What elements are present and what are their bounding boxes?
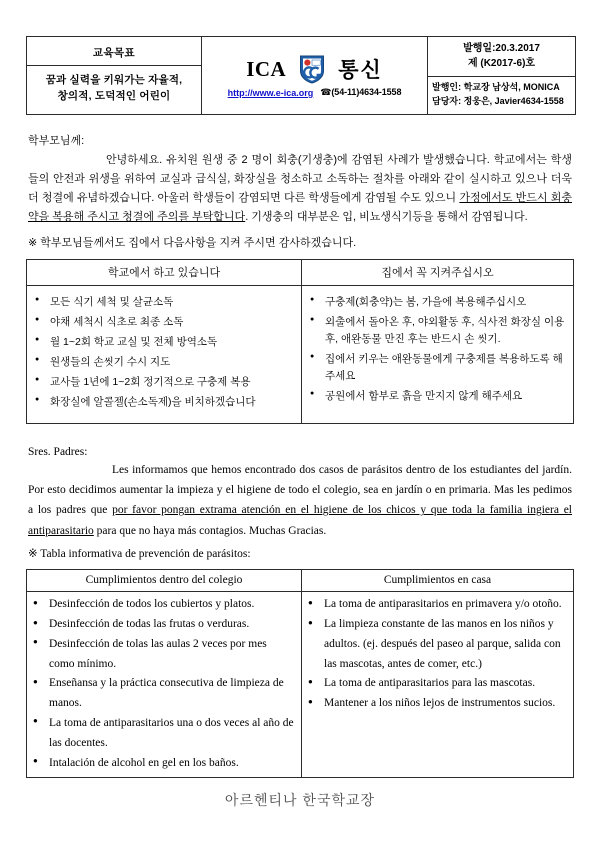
spanish-salutation: Sres. Padres: [28,445,88,458]
logo-row [202,52,427,86]
list-item: ● 공원에서 함부로 흙을 만지지 않게 해주세요 [308,388,567,405]
korean-note: ※ 학부모님들께서도 집에서 다음사항을 지켜 주시면 감사하겠습니다. [28,236,357,249]
korean-paragraph-tail: . 기생충의 대부분은 입, 비뇨생식기등을 통해서 감염됩니다. [245,210,528,223]
education-goal-title: 교육목표 [92,46,136,59]
masthead [26,36,576,115]
list-item: ● 원생들의 손씻기 수시 지도 [33,354,295,371]
spanish-paragraph-emphasis: por favor pongan extrama atención en el higiene de los chicos y que toda la familia ingiera el antiparasitario [28,504,572,537]
ica-wordmark: ICA [246,56,287,81]
school-website-link[interactable]: http://www.e-ica.org [227,87,314,98]
contact-person: 담당자: 정웅은, Javier4634-1558 [432,95,564,106]
korean-table-header-home: 집에서 꼭 지켜주십시오 [302,259,574,285]
korean-school-measures-list [33,294,295,411]
spanish-table-cell-school [27,592,302,778]
school-phone: ☎(54-11)4634-1558 [320,87,402,98]
table-header-row [27,259,574,285]
list-item: ● Desinfección de tolas las aulas 2 veces por mes como mínimo. [31,635,295,675]
newsletter-title: 통신 [338,59,383,83]
masthead-contact-row [202,87,427,98]
issue-info [428,37,575,76]
spanish-home-measures-list [306,595,567,714]
list-item: ● Intalación de alcohol en gel en los baños. [31,754,295,774]
spanish-table-header-school: Cumplimientos dentro del colegio [27,570,302,592]
spanish-table-header-home: Cumplimientos en casa [302,570,574,592]
korean-paragraph-emphasis: 가정에서도 반드시 회충약을 복용해 주시고 청결에 주의를 부탁합니다 [28,191,572,223]
list-item: ● La toma de antiparasitarios una o dos veces al año de las docentes. [31,714,295,754]
list-item: ● 구충제(회충약)는 봄, 가을에 복용해주십시오 [308,294,567,311]
education-goal-text [27,66,201,112]
spanish-school-measures-list [31,595,295,773]
spanish-section [26,446,574,561]
table-row [27,592,574,778]
education-goal-line1: 꿈과 실력을 키워가는 자율적, [45,73,183,86]
spanish-prevention-table [26,569,574,778]
list-item: ● La toma de antiparasitarios en primavera y/o otoño. [306,595,567,615]
list-item: ● 화장실에 알콜젤(손소독제)을 비치하겠습니다 [33,394,295,411]
issue-info-cell [428,37,576,115]
issue-number: 제 (K2017-6)호 [467,58,536,69]
korean-table-header-school: 학교에서 하고 있습니다 [27,259,302,285]
list-item: ● 외출에서 돌아온 후, 야외활동 후, 식사전 화장실 이용 후, 애완동물 만진 후는 반드시 손 씻기. [308,314,567,348]
list-item: ● 집에서 키우는 애완동물에게 구충제를 복용하도록 해주세요 [308,351,567,385]
education-goal-line2: 창의적, 도덕적인 어린이 [57,89,171,102]
table-header-row [27,570,574,592]
list-item: ● Enseñansa y la práctica consecutiva de limpieza de manos. [31,674,295,714]
issue-date: 발행일:20.3.2017 [463,43,540,54]
korean-home-measures-list [308,294,567,405]
table-row [27,285,574,423]
korean-paragraph [28,151,572,227]
spanish-paragraph-text: Les informamos que hemos encontrado dos casos de parásitos dentro de los estudiantes del jardín. Por esto decidimos aumentar la impieza y el higiene de todo el colegio, sea en jardín o en primaria. Mas les pedimos a los padres que [28,463,572,517]
korean-table-cell-school [27,285,302,423]
korean-paragraph-text: 안녕하세요. 유치원 원생 중 2 명이 회충(기생충)에 감염된 사례가 발생했습니다. 학교에서는 학생들의 안전과 위생을 위하여 교실과 급식실, 화장실을 청소하고 소독하는 절차를 아래와 같이 실시하고 있으나 더욱 더 청결에 유념하겠습니다. 아울러 학생들이 감염되면 다른 학생들에게 감염될 수도 있으니 [28,153,572,204]
spanish-paragraph [28,460,572,542]
list-item: ● 교사들 1년에 1~2회 정기적으로 구충제 복용 [33,374,295,391]
publisher-info [428,77,575,114]
document-signature: 아르헨티나 한국학교장 [224,792,376,809]
spanish-note: ※ Tabla informativa de prevención de parásitos: [28,548,251,561]
list-item: ● Mantener a los niños lejos de instrumentos sucios. [306,694,567,714]
ica-shield-icon [299,54,325,84]
list-item: ● Desinfección de todos los cubiertos y platos. [31,595,295,615]
korean-salutation: 학부모님께: [28,134,85,147]
list-item: ● La limpieza constante de las manos en los niños y adultos. (ej. después del paseo al parque, salida con las mascotas, antes de comer, etc.) [306,615,567,674]
korean-prevention-table [26,259,574,424]
newsletter-logo-cell [202,37,428,115]
publisher-name: 발행인: 학교장 남상석, MONICA [432,82,560,92]
education-goal-cell [27,37,202,115]
list-item: ● Desinfección de todas las frutas o verduras. [31,615,295,635]
spanish-paragraph-tail: para que no haya más contagios. Muchas Gracias. [93,524,327,537]
list-item: ● 월 1~2회 학교 교실 및 전체 방역소독 [33,334,295,351]
list-item: ● La toma de antiparasitarios para las mascotas. [306,674,567,694]
spanish-table-cell-home [302,592,574,778]
list-item: ● 야채 세척시 식초로 최종 소독 [33,314,295,331]
list-item: ● 모든 식기 세척 및 살균소독 [33,294,295,311]
korean-table-cell-home [302,285,574,423]
